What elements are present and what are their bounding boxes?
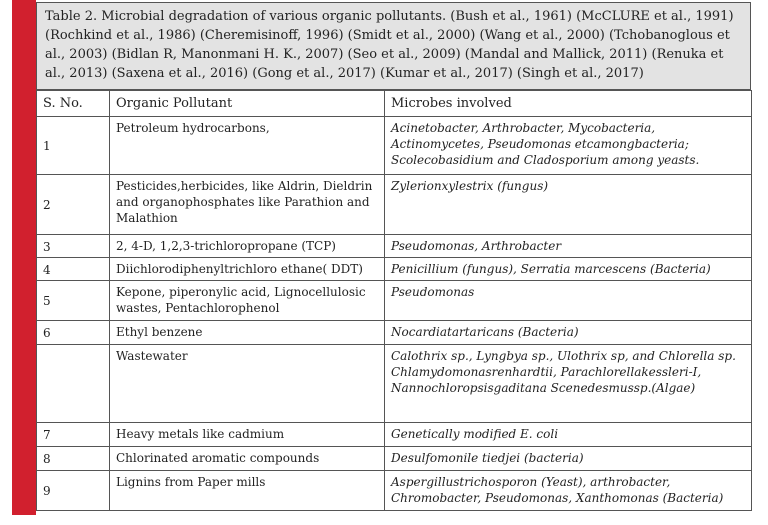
pollutant-table [36,90,752,511]
table-row [37,423,752,447]
header-microbes: Microbes involved [385,91,752,117]
row-pollutant: Heavy metals like cadmium [110,423,385,447]
row-microbes: Pseudomonas [385,281,752,321]
row-sno: 8 [37,447,110,471]
row-pollutant: Chlorinated aromatic compounds [110,447,385,471]
row-microbes: Aspergillustrichosporon (Yeast), arthrobacter, Chromobacter, Pseudomonas, Xanthomonas (Bacteria) [385,471,752,511]
row-microbes: Acinetobacter, Arthrobacter, Mycobacteria, Actinomycetes, Pseudomonas etcamongbacteria; Scolecobasidium and Cladosporium among yeasts. [385,117,752,175]
row-pollutant: Pesticides,herbicides, like Aldrin, Dieldrin and organophosphates like Parathion and Malathion [110,175,385,235]
row-sno: 3 [37,235,110,258]
row-pollutant: Lignins from Paper mills [110,471,385,511]
row-microbes: Penicillium (fungus), Serratia marcescens (Bacteria) [385,258,752,281]
table-row [37,345,752,423]
table-row [37,471,752,511]
table-row [37,175,752,235]
row-pollutant: Petroleum hydrocarbons, [110,117,385,175]
row-sno: 9 [37,471,110,511]
row-microbes: Zylerionxylestrix (fungus) [385,175,752,235]
row-microbes: Genetically modified E. coli [385,423,752,447]
table-row [37,117,752,175]
row-pollutant: Kepone, piperonylic acid, Lignocellulosic wastes, Pentachlorophenol [110,281,385,321]
row-sno: 2 [37,175,110,235]
row-sno: 4 [37,258,110,281]
row-sno: 5 [37,281,110,321]
row-microbes: Calothrix sp., Lyngbya sp., Ulothrix sp, and Chlorella sp. Chlamydomonasrenhardtii, Parachlorellakessleri-I, Nannochloropsisgaditana Scenedesmussp.(Algae) [385,345,752,423]
table-row [37,447,752,471]
row-microbes: Pseudomonas, Arthrobacter [385,235,752,258]
row-pollutant: Ethyl benzene [110,321,385,345]
row-pollutant: Wastewater [110,345,385,423]
table-caption: Table 2. Microbial degradation of various organic pollutants. (Bush et al., 1961) (McCLURE et al., 1991) (Rochkind et al., 1986) (Cheremisinoff, 1996) (Smidt et al., 2000) (Wang et al., 2000) (Tchobanoglous et al., 2003) (Bidlan R, Manonmani H. K., 2007) (Seo et al., 2009) (Mandal and Mallick, 2011) (Renuka et al., 2013) (Saxena et al., 2016) (Gong et al., 2017) (Kumar et al., 2017) (Singh et al., 2017) [36,2,751,90]
row-sno [37,345,110,423]
header-row [37,91,752,117]
red-accent-bar [12,0,36,515]
header-pollutant: Organic Pollutant [110,91,385,117]
table-row [37,321,752,345]
row-sno: 1 [37,117,110,175]
row-microbes: Desulfomonile tiedjei (bacteria) [385,447,752,471]
row-sno: 7 [37,423,110,447]
row-sno: 6 [37,321,110,345]
header-sno: S. No. [37,91,110,117]
row-pollutant: 2, 4-D, 1,2,3-trichloropropane (TCP) [110,235,385,258]
table-row [37,258,752,281]
table-row [37,281,752,321]
row-pollutant: Diichlorodiphenyltrichloro ethane( DDT) [110,258,385,281]
row-microbes: Nocardiatartaricans (Bacteria) [385,321,752,345]
table-row [37,235,752,258]
